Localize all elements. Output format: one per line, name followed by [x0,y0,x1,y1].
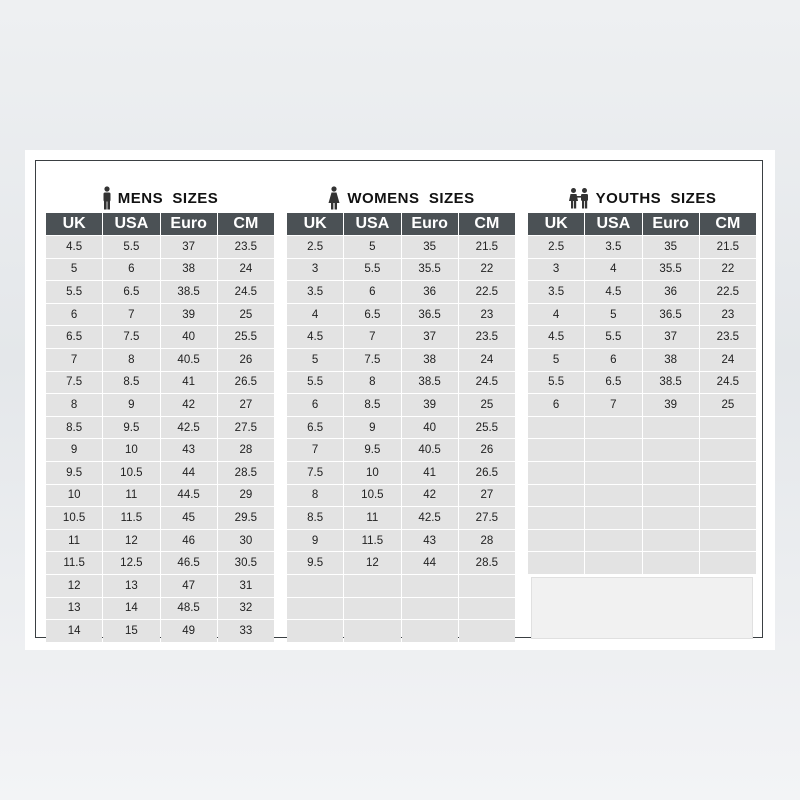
table-cell: 4.5 [585,281,641,303]
table-cell: 6 [585,349,641,371]
youths-title [528,185,756,211]
table-row [46,259,274,281]
table-cell: 43 [402,530,458,552]
table-cell: 26.5 [459,462,515,484]
table-cell: 14 [46,620,102,642]
table-row [46,462,274,484]
table-cell: 40.5 [161,349,217,371]
table-cell: 8.5 [103,372,159,394]
table-cell: 28.5 [218,462,274,484]
table-row [46,304,274,326]
table-cell [585,417,641,439]
table-cell: 9 [103,394,159,416]
table-cell: 6.5 [46,326,102,348]
table-cell: 23.5 [218,236,274,258]
table-cell [528,462,584,484]
table-cell [700,485,756,507]
table-cell: 11.5 [46,552,102,574]
table-cell: 22.5 [700,281,756,303]
column-header: USA [103,213,159,235]
table-cell: 37 [402,326,458,348]
table-cell: 24.5 [459,372,515,394]
table-cell: 41 [402,462,458,484]
table-cell [528,417,584,439]
table-cell: 10 [103,439,159,461]
table-cell: 38.5 [161,281,217,303]
table-row [287,485,515,507]
table-cell [643,485,699,507]
table-cell [287,575,343,597]
table-cell: 25 [218,304,274,326]
table-cell: 48.5 [161,598,217,620]
table-cell: 8 [46,394,102,416]
table-cell: 11 [46,530,102,552]
table-cell: 25 [459,394,515,416]
table-row [287,304,515,326]
table-cell: 10.5 [103,462,159,484]
table-cell: 11.5 [344,530,400,552]
table-cell: 8 [344,372,400,394]
table-cell: 41 [161,372,217,394]
youths-title-text: YOUTHS SIZES [595,189,717,207]
table-cell: 6.5 [103,281,159,303]
table-cell: 44 [161,462,217,484]
table-row [46,575,274,597]
table-cell: 10 [344,462,400,484]
table-cell: 10 [46,485,102,507]
table-row [46,530,274,552]
table-cell: 9.5 [344,439,400,461]
table-cell: 43 [161,439,217,461]
table-cell: 8.5 [287,507,343,529]
table-row [287,439,515,461]
table-cell: 5 [287,349,343,371]
table-cell: 29 [218,485,274,507]
table-cell: 22 [459,259,515,281]
table-cell: 7 [585,394,641,416]
table-cell: 36 [402,281,458,303]
table-cell: 30 [218,530,274,552]
table-cell [700,507,756,529]
table-cell: 25.5 [459,417,515,439]
womens-table-body [287,236,515,643]
table-row [46,417,274,439]
table-cell: 8 [103,349,159,371]
table-cell: 35 [402,236,458,258]
table-cell [643,507,699,529]
table-row [287,372,515,394]
table-cell [528,485,584,507]
table-cell: 10.5 [46,507,102,529]
table-cell: 5.5 [103,236,159,258]
table-cell: 28.5 [459,552,515,574]
table-cell [402,598,458,620]
table-cell: 38.5 [402,372,458,394]
table-cell: 9.5 [287,552,343,574]
table-row [46,598,274,620]
table-cell: 22 [700,259,756,281]
table-cell: 11.5 [103,507,159,529]
table-cell: 2.5 [528,236,584,258]
table-row [46,236,274,258]
mens-table-body [46,236,274,643]
table-cell: 26.5 [218,372,274,394]
column-header: Euro [402,213,458,235]
table-cell [700,552,756,574]
table-cell: 38 [161,259,217,281]
table-cell: 9 [344,417,400,439]
column-header: UK [46,213,102,235]
table-cell: 6 [46,304,102,326]
table-row [46,326,274,348]
table-cell [643,530,699,552]
womens-header-row [287,213,515,235]
table-cell: 22.5 [459,281,515,303]
table-row [287,620,515,642]
table-cell: 21.5 [700,236,756,258]
table-cell [643,417,699,439]
table-cell: 5.5 [46,281,102,303]
table-cell [287,598,343,620]
man-icon [102,186,112,210]
table-cell: 12 [46,575,102,597]
table-cell: 6.5 [344,304,400,326]
table-cell [344,598,400,620]
table-row [46,507,274,529]
table-row [528,349,756,371]
table-cell: 36 [643,281,699,303]
size-chart-card [25,150,775,650]
table-cell: 24 [218,259,274,281]
table-cell: 8.5 [344,394,400,416]
table-cell: 3.5 [585,236,641,258]
table-cell: 9 [46,439,102,461]
table-cell: 36.5 [643,304,699,326]
table-cell: 6.5 [287,417,343,439]
table-cell [402,575,458,597]
table-cell: 49 [161,620,217,642]
table-row [287,394,515,416]
table-cell: 9 [287,530,343,552]
table-cell [585,485,641,507]
table-row [528,259,756,281]
table-cell: 5 [46,259,102,281]
table-cell: 35.5 [643,259,699,281]
table-cell: 23.5 [459,326,515,348]
table-cell: 23 [700,304,756,326]
table-cell: 13 [46,598,102,620]
table-cell: 6 [103,259,159,281]
table-cell: 25 [700,394,756,416]
table-row [46,281,274,303]
table-cell [528,507,584,529]
table-cell: 7 [287,439,343,461]
table-cell: 40 [402,417,458,439]
table-row [46,349,274,371]
table-row [528,417,756,439]
table-cell: 4.5 [46,236,102,258]
table-cell: 32 [218,598,274,620]
table-cell: 24 [700,349,756,371]
table-row [287,575,515,597]
table-cell: 36.5 [402,304,458,326]
column-header: UK [528,213,584,235]
column-header: USA [344,213,400,235]
table-cell: 21.5 [459,236,515,258]
table-cell: 28 [218,439,274,461]
table-cell: 12 [103,530,159,552]
table-cell: 26 [218,349,274,371]
table-cell: 28 [459,530,515,552]
table-cell: 42 [161,394,217,416]
table-cell: 47 [161,575,217,597]
table-cell: 5 [585,304,641,326]
table-cell: 9.5 [46,462,102,484]
table-cell: 33 [218,620,274,642]
table-cell: 44.5 [161,485,217,507]
table-row [528,507,756,529]
table-cell: 5.5 [528,372,584,394]
woman-icon [327,186,341,210]
table-cell [585,507,641,529]
table-cell [344,575,400,597]
table-cell: 6 [287,394,343,416]
table-cell: 7.5 [46,372,102,394]
column-header: CM [218,213,274,235]
table-cell: 38 [643,349,699,371]
table-row [287,281,515,303]
table-cell [643,552,699,574]
table-row [528,530,756,552]
table-row [528,372,756,394]
table-cell: 24 [459,349,515,371]
table-row [528,462,756,484]
size-chart-frame [35,160,763,638]
column-header: Euro [161,213,217,235]
table-row [528,485,756,507]
table-cell [700,530,756,552]
table-row [46,439,274,461]
table-cell [344,620,400,642]
table-row [528,439,756,461]
column-header: CM [700,213,756,235]
table-cell: 23 [459,304,515,326]
table-cell: 37 [643,326,699,348]
table-cell: 31 [218,575,274,597]
table-cell: 14 [103,598,159,620]
table-row [528,281,756,303]
table-row [287,259,515,281]
table-cell: 9.5 [103,417,159,439]
womens-title [287,185,515,211]
table-cell: 27 [459,485,515,507]
table-cell [643,439,699,461]
table-row [46,552,274,574]
table-cell: 46.5 [161,552,217,574]
table-cell: 5 [344,236,400,258]
table-cell: 38.5 [643,372,699,394]
table-cell: 10.5 [344,485,400,507]
mens-header-row [46,213,274,235]
womens-title-text: WOMENS SIZES [347,189,475,207]
table-row [528,552,756,574]
column-header: UK [287,213,343,235]
table-cell [287,620,343,642]
table-row [287,349,515,371]
table-cell: 11 [103,485,159,507]
table-cell [528,439,584,461]
table-cell: 12.5 [103,552,159,574]
table-row [287,462,515,484]
table-cell [459,575,515,597]
table-cell: 5.5 [344,259,400,281]
table-row [46,620,274,642]
table-cell [585,552,641,574]
table-cell: 8 [287,485,343,507]
table-cell: 23.5 [700,326,756,348]
table-cell: 40.5 [402,439,458,461]
table-cell [643,462,699,484]
table-row [46,485,274,507]
table-cell [459,620,515,642]
table-cell: 4.5 [528,326,584,348]
mens-title-text: MENS SIZES [117,189,219,207]
table-cell [459,598,515,620]
table-cell: 7.5 [344,349,400,371]
table-cell [700,462,756,484]
table-cell: 3.5 [528,281,584,303]
table-row [287,236,515,258]
table-cell: 3.5 [287,281,343,303]
table-cell: 39 [402,394,458,416]
table-cell: 6 [528,394,584,416]
table-row [46,394,274,416]
table-cell: 7 [46,349,102,371]
table-cell [528,552,584,574]
table-cell: 27.5 [218,417,274,439]
table-cell: 29.5 [218,507,274,529]
mens-title [46,185,274,211]
table-cell: 35 [643,236,699,258]
table-cell [700,439,756,461]
table-cell [700,417,756,439]
table-cell: 44 [402,552,458,574]
table-cell: 27.5 [459,507,515,529]
table-cell: 7 [344,326,400,348]
table-cell: 24.5 [700,372,756,394]
table-row [528,304,756,326]
table-cell: 27 [218,394,274,416]
children-icon [568,187,590,209]
table-cell [585,439,641,461]
youths-header-row [528,213,756,235]
blank-note-box [531,577,753,639]
table-cell: 2.5 [287,236,343,258]
table-row [287,598,515,620]
table-row [528,394,756,416]
table-cell: 5.5 [585,326,641,348]
table-cell: 39 [643,394,699,416]
table-cell: 5.5 [287,372,343,394]
table-cell: 4.5 [287,326,343,348]
table-row [287,417,515,439]
column-header: USA [585,213,641,235]
table-cell: 30.5 [218,552,274,574]
table-cell: 25.5 [218,326,274,348]
table-cell: 40 [161,326,217,348]
table-cell: 39 [161,304,217,326]
table-cell: 42 [402,485,458,507]
table-cell: 7.5 [287,462,343,484]
table-cell: 7 [103,304,159,326]
table-cell: 42.5 [161,417,217,439]
table-cell: 37 [161,236,217,258]
youths-table-body [528,236,756,575]
table-cell: 5 [528,349,584,371]
table-row [46,372,274,394]
table-cell: 46 [161,530,217,552]
table-cell [585,530,641,552]
table-cell: 42.5 [402,507,458,529]
table-row [287,530,515,552]
table-cell: 45 [161,507,217,529]
table-row [528,236,756,258]
table-cell: 12 [344,552,400,574]
table-cell: 4 [528,304,584,326]
table-cell [528,530,584,552]
table-cell: 8.5 [46,417,102,439]
table-cell: 3 [528,259,584,281]
table-cell: 4 [585,259,641,281]
table-cell: 13 [103,575,159,597]
column-header: CM [459,213,515,235]
table-row [287,552,515,574]
table-cell: 6 [344,281,400,303]
table-cell: 35.5 [402,259,458,281]
table-row [287,507,515,529]
table-cell: 15 [103,620,159,642]
table-cell: 7.5 [103,326,159,348]
table-cell: 3 [287,259,343,281]
column-header: Euro [643,213,699,235]
table-cell [585,462,641,484]
table-cell [402,620,458,642]
table-row [287,326,515,348]
table-cell: 24.5 [218,281,274,303]
table-cell: 11 [344,507,400,529]
table-cell: 26 [459,439,515,461]
table-cell: 38 [402,349,458,371]
table-row [528,326,756,348]
table-cell: 4 [287,304,343,326]
table-cell: 6.5 [585,372,641,394]
